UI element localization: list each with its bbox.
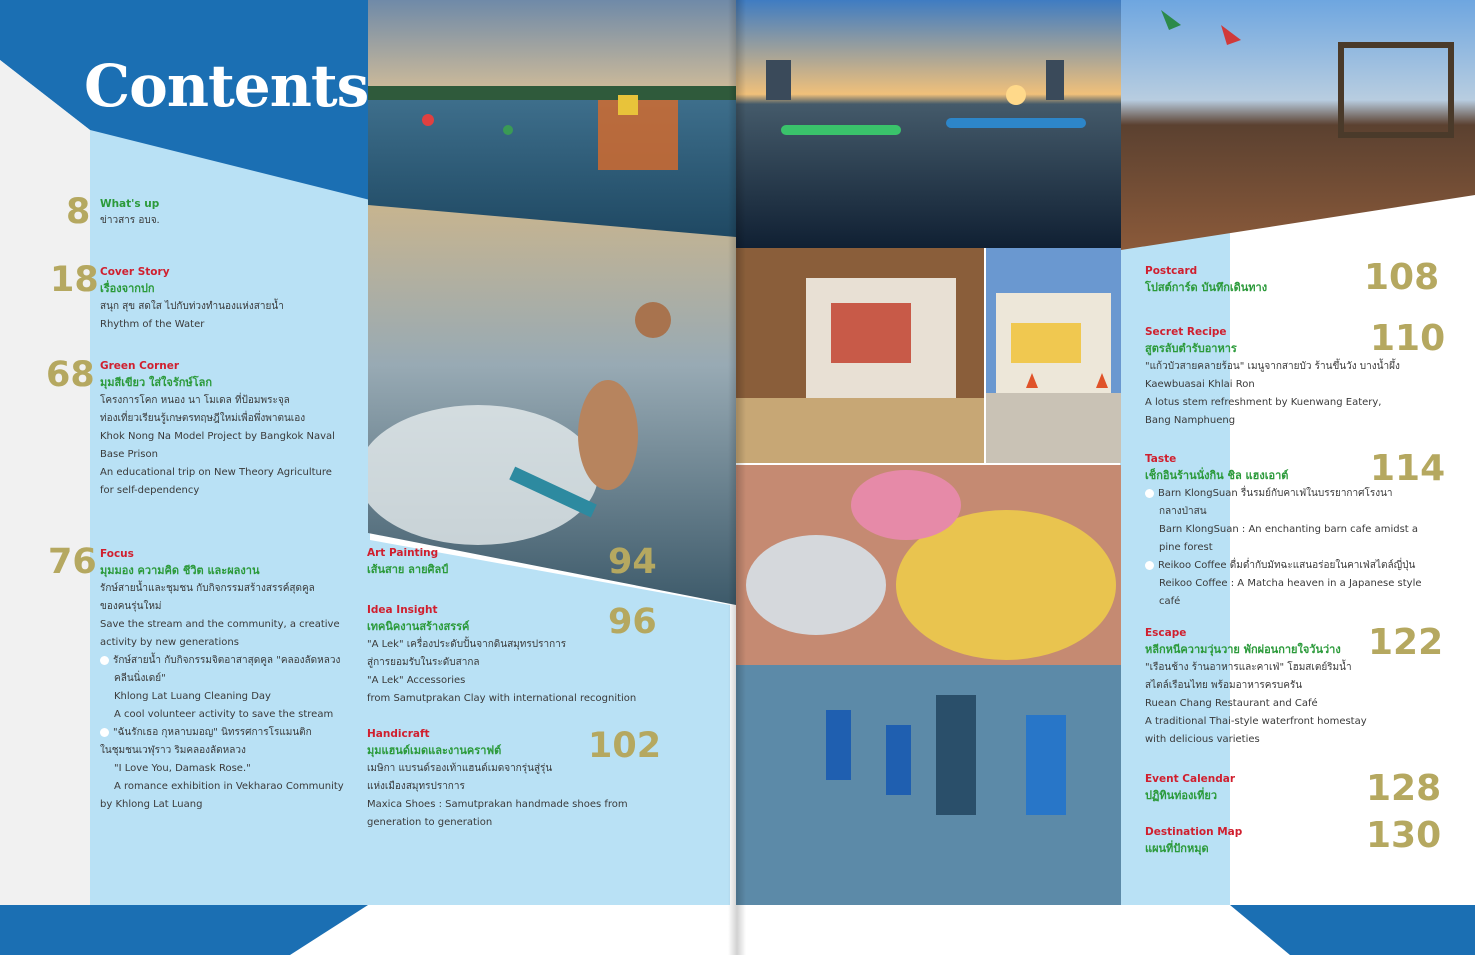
toc-entry-secret-recipe[interactable] <box>1145 324 1400 430</box>
entry-line: Bang Namphueng <box>1145 415 1236 426</box>
page-spine <box>728 0 746 955</box>
entry-line: with delicious varieties <box>1145 734 1260 745</box>
page-number: 8 <box>66 192 91 232</box>
section-label: Idea Insight <box>367 604 438 616</box>
bullet-icon <box>1145 561 1154 570</box>
thai-title: แผนที่ปักหมุด <box>1145 842 1209 855</box>
page-number: 108 <box>1364 257 1440 298</box>
page-number: 114 <box>1370 448 1446 489</box>
toc-entry-postcard[interactable] <box>1145 263 1267 297</box>
thai-title: มุมแฮนด์เมดและงานคราฟต์ <box>367 744 502 757</box>
entry-line: "I Love You, Damask Rose." <box>114 763 251 774</box>
entry-line: Ruean Chang Restaurant and Café <box>1145 698 1318 709</box>
page-number: 130 <box>1366 815 1442 856</box>
entry-line: ในชุมชนเวฬุราว ริมคลองลัดหลวง <box>100 745 246 756</box>
thai-title: โปสต์การ์ด บันทึกเดินทาง <box>1145 281 1268 294</box>
entry-line: Khlong Lat Luang Cleaning Day <box>114 691 271 702</box>
page-number: 110 <box>1370 318 1446 359</box>
section-label: Postcard <box>1145 265 1198 277</box>
entry-line: แห่งเมืองสมุทรปราการ <box>367 781 465 792</box>
bullet-icon <box>100 656 109 665</box>
entry-line: สนุก สุข สดใส ไปกับท่วงทำนองแห่งสายน้ำ <box>100 301 284 312</box>
entry-line: A lotus stem refreshment by Kuenwang Eatery, <box>1145 397 1382 408</box>
entry-line: "A Lek" เครื่องประดับปั้นจากดินสมุทรปราการ <box>367 639 567 650</box>
entry-line: Maxica Shoes : Samutprakan handmade shoes from <box>367 799 628 810</box>
entry-line: Base Prison <box>100 449 158 460</box>
toc-entry-event-calendar[interactable] <box>1145 771 1235 805</box>
section-label: Secret Recipe <box>1145 326 1227 338</box>
section-label: Art Painting <box>367 547 439 559</box>
entry-line: คลีนนิ่งเดย์" <box>114 673 166 684</box>
thai-title: เรื่องจากปก <box>100 282 155 295</box>
toc-entry-focus[interactable] <box>100 546 344 814</box>
entry-line: café <box>1159 596 1181 607</box>
entry-line: ข่าวสาร อบจ. <box>100 215 160 226</box>
toc-entry-cover-story[interactable] <box>100 264 284 334</box>
bullet-icon <box>1145 489 1154 498</box>
section-label: Handicraft <box>367 728 430 740</box>
entry-line: Save the stream and the community, a creative <box>100 619 340 630</box>
entry-line: Reikoo Coffee : A Matcha heaven in a Japanese style <box>1159 578 1422 589</box>
entry-line: generation to generation <box>367 817 493 828</box>
entry-line: ท่องเที่ยวเรียนรู้เกษตรทฤษฎีใหม่เพื่อพึ่งพาตนเอง <box>100 413 306 424</box>
entry-subitem: Barn KlongSuan รื่นรมย์กับคาเฟ่ในบรรยากาศโรงนา <box>1145 485 1422 503</box>
entry-line: A romance exhibition in Vekharao Community <box>114 781 344 792</box>
entry-line: "A Lek" Accessories <box>367 675 466 686</box>
entry-subitem: รักษ์สายน้ำ กับกิจกรรมจิตอาสาสุดคูล "คลองลัดหลวง <box>100 652 344 670</box>
entry-subitem: Reikoo Coffee ดื่มด่ำกับมัทฉะแสนอร่อยในคาเฟ่สไตล์ญี่ปุ่น <box>1145 557 1422 575</box>
toc-entry-handicraft[interactable] <box>367 726 628 832</box>
entry-line: กลางป่าสน <box>1159 506 1207 517</box>
toc-entry-whats-up[interactable] <box>100 196 160 230</box>
section-label: Escape <box>1145 627 1187 639</box>
page-number: 18 <box>50 260 99 300</box>
page-number: 68 <box>46 355 95 395</box>
entry-line: Rhythm of the Water <box>100 319 205 330</box>
section-label: Focus <box>100 548 134 560</box>
entry-line: สไตล์เรือนไทย พร้อมอาหารครบครัน <box>1145 680 1303 691</box>
section-label: Cover Story <box>100 266 170 278</box>
thai-title: หลีกหนีความวุ่นวาย พักผ่อนกายใจวันว่าง <box>1145 643 1341 656</box>
entry-line: Barn KlongSuan : An enchanting barn cafe amidst a <box>1159 524 1419 535</box>
thai-title: ปฏิทินท่องเที่ยว <box>1145 789 1217 802</box>
section-label: Destination Map <box>1145 826 1243 838</box>
page-number: 96 <box>608 602 657 642</box>
coffee-kiosk-photo <box>986 248 1121 463</box>
section-label: What's up <box>100 198 160 210</box>
entry-line: from Samutprakan Clay with international recognition <box>367 693 637 704</box>
page-number: 76 <box>48 542 97 582</box>
entry-line: A traditional Thai-style waterfront homestay <box>1145 716 1367 727</box>
entry-line: "แก้วบัวสายคลายร้อน" เมนูจากสายบัว ร้านขึ้นวัง บางน้ำผึ้ง <box>1145 361 1400 372</box>
page-number: 102 <box>588 726 662 766</box>
entry-line: activity by new generations <box>100 637 239 648</box>
entry-line: pine forest <box>1159 542 1213 553</box>
section-label: Taste <box>1145 453 1177 465</box>
entry-line: สู่การยอมรับในระดับสากล <box>367 657 480 668</box>
entry-line: โครงการโคก หนอง นา โมเดล ที่ป้อมพระจุล <box>100 395 290 406</box>
contents-title: Contents <box>84 52 369 120</box>
page-number: 128 <box>1366 768 1442 809</box>
entry-line: An educational trip on New Theory Agriculture <box>100 467 332 478</box>
paddleboard-sunset-photo <box>736 0 1121 248</box>
toc-entry-art-painting[interactable] <box>367 545 448 579</box>
page-number: 122 <box>1368 622 1444 663</box>
thai-title: เช็กอินร้านนั่งกิน ชิล แฮงเอาต์ <box>1145 469 1289 482</box>
entry-line: Kaewbuasai Khlai Ron <box>1145 379 1255 390</box>
entry-line: by Khlong Lat Luang <box>100 799 203 810</box>
boat-festival-photo <box>368 0 736 245</box>
entry-subitem: "ฉันรักเธอ กุหลาบมอญ" นิทรรศการโรแมนติก <box>100 724 344 742</box>
toc-entry-idea-insight[interactable] <box>367 602 636 708</box>
toc-entry-taste[interactable] <box>1145 451 1422 611</box>
entry-line: A cool volunteer activity to save the stream <box>114 709 334 720</box>
entry-line: เมษิกา แบรนด์รองเท้าแฮนด์เมดจากรุ่นสู่รุ่น <box>367 763 553 774</box>
entry-line: ของคนรุ่นใหม่ <box>100 601 162 612</box>
entry-line: รักษ์สายน้ำและชุมชน กับกิจกรรมสร้างสรรค์สุดคูล <box>100 583 315 594</box>
thai-title: เส้นสาย ลายศิลป์ <box>367 563 449 576</box>
lotus-drink-photo <box>736 465 1121 905</box>
thai-title: มุมสีเขียว ใส่ใจรักษ์โลก <box>100 376 212 389</box>
section-label: Event Calendar <box>1145 773 1236 785</box>
entry-line: "เรือนช้าง ร้านอาหารและคาเฟ่" โฮมสเตย์ริมน้ำ <box>1145 662 1352 673</box>
toc-entry-destination-map[interactable] <box>1145 824 1242 858</box>
section-label: Green Corner <box>100 360 180 372</box>
entry-line: for self-dependency <box>100 485 200 496</box>
thai-title: มุมมอง ความคิด ชีวิต และผลงาน <box>100 564 260 577</box>
thai-title: สูตรลับตำรับอาหาร <box>1145 342 1237 355</box>
toc-entry-green-corner[interactable] <box>100 358 335 500</box>
page-number: 94 <box>608 542 657 582</box>
bullet-icon <box>100 728 109 737</box>
thai-title: เทคนิคงานสร้างสรรค์ <box>367 620 470 633</box>
cafe-interior-photo <box>736 248 984 463</box>
toc-entry-escape[interactable] <box>1145 625 1367 749</box>
entry-line: Khok Nong Na Model Project by Bangkok Naval <box>100 431 335 442</box>
